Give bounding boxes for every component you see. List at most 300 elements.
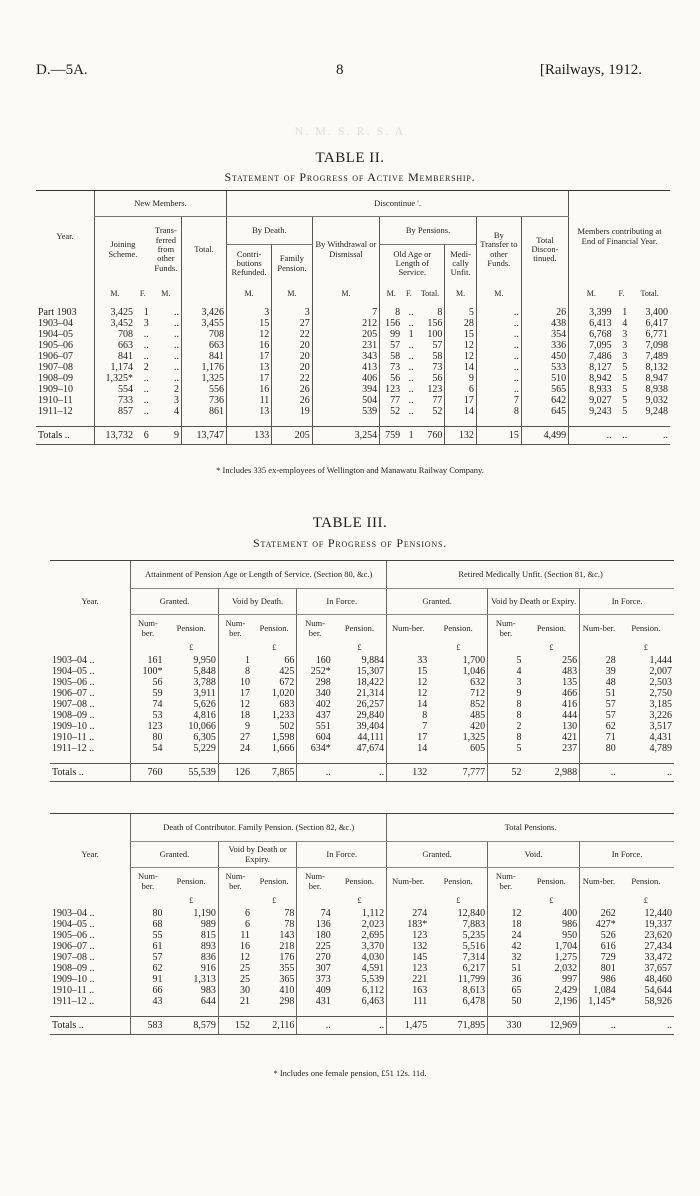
col-number: Num-ber. bbox=[580, 868, 618, 896]
table-cell: 17 bbox=[227, 373, 272, 384]
table-cell: 298 bbox=[297, 677, 333, 688]
unit-label: F. bbox=[405, 289, 412, 299]
table-cell: 52 bbox=[432, 405, 443, 417]
table-cell: 3 bbox=[622, 350, 628, 362]
table-cell: 27 bbox=[272, 318, 312, 329]
group-by-pensions: By Pensions. bbox=[380, 217, 477, 245]
table-cell: 10 bbox=[218, 677, 252, 688]
col-pension: Pension. bbox=[536, 876, 566, 887]
table-cell: 307 bbox=[297, 963, 333, 974]
table-cell: 59 bbox=[131, 688, 165, 699]
col-new-total: Total. bbox=[182, 217, 227, 283]
table-cell: 841 bbox=[94, 351, 134, 362]
table-cell: 7 bbox=[476, 395, 521, 406]
total-cell: 1,475 bbox=[387, 1017, 430, 1035]
table-cell: 6,112 bbox=[361, 984, 385, 996]
total-cell: .. bbox=[297, 1017, 333, 1035]
table-cell: 8,127 bbox=[569, 362, 614, 373]
table-cell: 1,325 bbox=[182, 373, 227, 384]
table-cell: 989 bbox=[200, 918, 216, 930]
table-cell: 605 bbox=[470, 742, 486, 754]
unit-label bbox=[182, 283, 227, 307]
table-cell: 1,174 bbox=[94, 362, 134, 373]
table-cell: 15 bbox=[387, 666, 430, 677]
total-cell: .. bbox=[333, 764, 387, 782]
table-cell: 836 bbox=[200, 951, 216, 963]
table-cell: 409 bbox=[297, 985, 333, 996]
table-cell: 1,313 bbox=[193, 973, 216, 985]
table3-footnote: * Includes one female pension, £51 12s. 11d. bbox=[273, 1068, 427, 1078]
col-number: Num-ber. bbox=[131, 868, 165, 896]
table-cell: 893 bbox=[200, 940, 216, 952]
row-year: 1909–10 .. bbox=[52, 973, 95, 985]
col-pension: Pension. bbox=[631, 623, 661, 634]
row-year: 1904–05 .. bbox=[52, 918, 95, 930]
units-row bbox=[36, 283, 670, 307]
table-cell: 17 bbox=[218, 688, 252, 699]
table-cell: 616 bbox=[580, 941, 618, 952]
table-cell: 42 bbox=[488, 941, 524, 952]
table-cell: 14 bbox=[387, 743, 430, 754]
table-row bbox=[50, 666, 674, 677]
table-cell: 402 bbox=[297, 699, 333, 710]
table-cell: 123 bbox=[387, 963, 430, 974]
table-cell: 986 bbox=[562, 918, 578, 930]
table-cell: 8 bbox=[488, 710, 524, 721]
unit-label: M. bbox=[312, 283, 379, 307]
pound-sign: £ bbox=[643, 643, 648, 653]
table-cell: 1,112 bbox=[361, 907, 385, 919]
col-transferred: Trans-ferred from other Funds. bbox=[154, 225, 178, 273]
table-cell: .. bbox=[143, 372, 149, 384]
table-cell: 7 bbox=[387, 721, 430, 732]
total-cell: 760 bbox=[131, 764, 165, 782]
table-cell: 17 bbox=[227, 351, 272, 362]
table-row bbox=[50, 699, 674, 710]
pound-sign: £ bbox=[357, 896, 362, 906]
table-cell: 18,422 bbox=[356, 676, 385, 688]
row-year: Part 1903 bbox=[38, 306, 77, 318]
table-cell: 78 bbox=[284, 907, 295, 919]
table-cell: 4 bbox=[174, 405, 180, 417]
table-cell: 3,185 bbox=[649, 698, 672, 710]
table-cell: 61 bbox=[131, 941, 165, 952]
unit-label: F. bbox=[618, 289, 625, 299]
table-cell: 5,626 bbox=[193, 698, 216, 710]
table-cell: 1,700 bbox=[462, 654, 486, 666]
table-cell: 554 bbox=[94, 384, 134, 395]
table-cell: 57 bbox=[131, 952, 165, 963]
table-cell: 4,789 bbox=[649, 742, 672, 754]
table-cell: .. bbox=[174, 317, 180, 329]
total-cell: 330 bbox=[488, 1017, 524, 1035]
table-row bbox=[50, 930, 674, 941]
table-cell: 231 bbox=[312, 340, 379, 351]
table-row bbox=[36, 329, 670, 340]
table-cell: 663 bbox=[94, 340, 134, 351]
table-cell: 56 bbox=[432, 372, 443, 384]
total-cell: .. bbox=[297, 764, 333, 782]
total-cell: .. bbox=[580, 764, 618, 782]
table2-active-membership bbox=[36, 190, 670, 445]
currency-row bbox=[50, 896, 674, 908]
pound-sign: £ bbox=[189, 896, 194, 906]
table-cell: 57 bbox=[432, 339, 443, 351]
table-row bbox=[36, 351, 670, 362]
table-cell: 12 bbox=[488, 908, 524, 919]
row-year: 1904–05 .. bbox=[52, 665, 95, 677]
pound-sign: £ bbox=[549, 643, 554, 653]
table-cell: 526 bbox=[580, 930, 618, 941]
table-cell: 65 bbox=[488, 985, 524, 996]
table-cell: 7,095 bbox=[569, 340, 614, 351]
table-cell: 6,217 bbox=[462, 962, 486, 974]
row-year: 1907–08 .. bbox=[52, 951, 95, 963]
table-cell: 21 bbox=[218, 996, 252, 1007]
table-cell: 801 bbox=[580, 963, 618, 974]
table-cell: 729 bbox=[580, 952, 618, 963]
table-cell: 416 bbox=[562, 698, 578, 710]
table-cell: 365 bbox=[279, 973, 295, 985]
table-cell: 180 bbox=[297, 930, 333, 941]
total-cell: 71,895 bbox=[429, 1017, 487, 1035]
table-cell: 11,799 bbox=[457, 973, 486, 985]
table-cell: 6 bbox=[445, 384, 476, 395]
table-cell: 861 bbox=[182, 406, 227, 417]
unit-label: Total. bbox=[420, 289, 440, 299]
table-cell: 145 bbox=[387, 952, 430, 963]
table-cell: 406 bbox=[312, 373, 379, 384]
table-cell: 91 bbox=[131, 974, 165, 985]
table-cell: 5 bbox=[488, 743, 524, 754]
table-cell: 11 bbox=[218, 930, 252, 941]
table-cell: 26 bbox=[272, 395, 312, 406]
table-cell: 54 bbox=[131, 743, 165, 754]
table-cell: 12 bbox=[445, 351, 476, 362]
table-cell: 1,275 bbox=[554, 951, 578, 963]
table-cell: 336 bbox=[521, 340, 568, 351]
group-header: Retired Medically Unfit. (Section 81, &c.) bbox=[387, 561, 674, 589]
row-year: 1907–08 bbox=[38, 361, 73, 373]
table-cell: 645 bbox=[521, 406, 568, 417]
table-cell: .. bbox=[408, 339, 414, 351]
col-number: Num-ber. bbox=[218, 615, 252, 643]
col-pension: Pension. bbox=[631, 876, 661, 887]
table-cell: 156 bbox=[427, 317, 443, 329]
table-cell: 26 bbox=[272, 384, 312, 395]
table-cell: 8 bbox=[387, 710, 430, 721]
table-cell: 6,417 bbox=[645, 317, 668, 329]
table-cell: 66 bbox=[284, 654, 295, 666]
table-cell: 8,933 bbox=[569, 384, 614, 395]
table-row bbox=[50, 743, 674, 754]
table-cell: 212 bbox=[312, 318, 379, 329]
table-cell: 56 bbox=[131, 677, 165, 688]
totals-label: Totals .. bbox=[50, 764, 131, 782]
col-family-pension: Family Pension. bbox=[272, 245, 312, 283]
table-cell: 9,027 bbox=[569, 395, 614, 406]
table-cell: 20 bbox=[272, 340, 312, 351]
row-year: 1904–05 bbox=[38, 328, 73, 340]
table-cell: 77 bbox=[380, 395, 402, 406]
table-cell: 8 bbox=[380, 307, 402, 318]
table-cell: 99 bbox=[380, 329, 402, 340]
table-cell: 394 bbox=[312, 384, 379, 395]
table-cell: 8,942 bbox=[569, 373, 614, 384]
table-cell: 78 bbox=[284, 918, 295, 930]
table-cell: 421 bbox=[562, 731, 578, 743]
table-cell: 2,023 bbox=[361, 918, 385, 930]
total-cell: 152 bbox=[218, 1017, 252, 1035]
group-header: Death of Contributor. Family Pension. (Section 82, &c.) bbox=[131, 814, 387, 842]
table-cell: 1 bbox=[622, 306, 628, 318]
total-cell: .. bbox=[614, 427, 630, 445]
row-year: 1911–12 bbox=[38, 405, 73, 417]
table-cell: 12 bbox=[445, 340, 476, 351]
row-year: 1905–06 .. bbox=[52, 676, 95, 688]
table-cell: 256 bbox=[562, 654, 578, 666]
table-cell: 3,517 bbox=[649, 720, 672, 732]
col-pension: Pension. bbox=[443, 876, 473, 887]
table-cell: 733 bbox=[94, 395, 134, 406]
page-number: 8 bbox=[336, 62, 344, 78]
table-row bbox=[36, 362, 670, 373]
table-row bbox=[50, 985, 674, 996]
table-cell: 485 bbox=[470, 709, 486, 721]
col-joining-scheme: Joining Scheme. bbox=[94, 217, 150, 283]
table-cell: 8,938 bbox=[645, 383, 668, 395]
table-cell: 663 bbox=[182, 340, 227, 351]
table-cell: 33,472 bbox=[644, 951, 672, 963]
table-cell: 176 bbox=[279, 951, 295, 963]
total-cell: 759 bbox=[380, 427, 402, 445]
table-cell: 50 bbox=[488, 996, 524, 1007]
pound-sign: £ bbox=[456, 643, 461, 653]
table-cell: 483 bbox=[562, 665, 578, 677]
group-header: Total Pensions. bbox=[387, 814, 674, 842]
table2-footnote: * Includes 335 ex-employees of Wellington and Manawatu Railway Company. bbox=[216, 465, 484, 475]
table-cell: 9,248 bbox=[645, 405, 668, 417]
table-row bbox=[36, 384, 670, 395]
table-cell: 420 bbox=[470, 720, 486, 732]
table-cell: 18 bbox=[218, 710, 252, 721]
table-cell: 24 bbox=[488, 930, 524, 941]
table-cell: .. bbox=[143, 405, 149, 417]
table-cell: 1,046 bbox=[462, 665, 486, 677]
table-cell: 20 bbox=[272, 351, 312, 362]
total-cell: .. bbox=[333, 1017, 387, 1035]
table-row bbox=[36, 406, 670, 417]
table-cell: 510 bbox=[521, 373, 568, 384]
table-cell: 6,478 bbox=[462, 995, 486, 1007]
total-cell: 4,499 bbox=[521, 427, 568, 445]
table-cell: 32 bbox=[488, 952, 524, 963]
table-row bbox=[50, 919, 674, 930]
table-cell: 4,591 bbox=[361, 962, 385, 974]
table3-section1 bbox=[50, 560, 674, 782]
table-cell: .. bbox=[476, 373, 521, 384]
faint-show-through-text: N. M. S. R. S. A bbox=[294, 124, 406, 138]
table-cell: 10,066 bbox=[188, 720, 216, 732]
table-cell: 15,307 bbox=[356, 665, 385, 677]
total-cell: 133 bbox=[227, 427, 272, 445]
row-year: 1903–04 .. bbox=[52, 907, 95, 919]
subgroup-header: Void by Death. bbox=[218, 589, 297, 615]
table-cell: 815 bbox=[200, 929, 216, 941]
col-pension: Pension. bbox=[259, 876, 289, 887]
row-year: 1908–09 .. bbox=[52, 962, 95, 974]
table3-subtitle: Statement of Progress of Pensions. bbox=[252, 536, 448, 550]
col-pension: Pension. bbox=[443, 623, 473, 634]
table-cell: 252* bbox=[297, 666, 333, 677]
table-cell: 68 bbox=[131, 919, 165, 930]
table-cell: 52 bbox=[380, 406, 402, 417]
group-new-members: New Members. bbox=[94, 191, 226, 217]
table-cell: 7,098 bbox=[645, 339, 668, 351]
unit-label: M. bbox=[94, 283, 134, 307]
table-cell: 8,132 bbox=[645, 361, 668, 373]
total-cell: 7,777 bbox=[429, 764, 487, 782]
table-cell: 26,257 bbox=[356, 698, 385, 710]
table-cell: 28 bbox=[580, 655, 618, 666]
table-cell: 44,111 bbox=[357, 731, 385, 743]
row-year: 1910–11 .. bbox=[52, 984, 95, 996]
table-cell: 3 bbox=[272, 307, 312, 318]
table-row bbox=[36, 373, 670, 384]
table-cell: 237 bbox=[562, 742, 578, 754]
table-row bbox=[36, 340, 670, 351]
table-cell: .. bbox=[476, 318, 521, 329]
row-year: 1905–06 .. bbox=[52, 929, 95, 941]
table-cell: 355 bbox=[279, 962, 295, 974]
total-cell: 1 bbox=[402, 427, 415, 445]
table-cell: 37,657 bbox=[644, 962, 672, 974]
subgroup-header: Void by Death or Expiry. bbox=[218, 842, 297, 868]
table-cell: 123 bbox=[131, 721, 165, 732]
table-cell: 62 bbox=[580, 721, 618, 732]
table-cell: 123 bbox=[387, 930, 430, 941]
table-cell: 986 bbox=[580, 974, 618, 985]
table-row bbox=[50, 974, 674, 985]
table-cell: 634* bbox=[297, 743, 333, 754]
table-cell: 466 bbox=[562, 687, 578, 699]
table-row bbox=[50, 732, 674, 743]
table-cell: 24 bbox=[218, 743, 252, 754]
table-cell: 73 bbox=[432, 361, 443, 373]
table-cell: 6,768 bbox=[569, 329, 614, 340]
table-cell: 47,674 bbox=[356, 742, 385, 754]
table-cell: .. bbox=[143, 339, 149, 351]
table-cell: 160 bbox=[297, 655, 333, 666]
group-by-death: By Death. bbox=[227, 217, 313, 245]
table-cell: 21,314 bbox=[356, 687, 385, 699]
total-cell: 126 bbox=[218, 764, 252, 782]
table-cell: 1,145* bbox=[580, 996, 618, 1007]
col-medically-unfit: Medi-cally Unfit. bbox=[445, 245, 476, 283]
table-cell: 218 bbox=[279, 940, 295, 952]
col-number: Num-ber. bbox=[488, 868, 524, 896]
table-cell: 80 bbox=[580, 743, 618, 754]
table-cell: 8 bbox=[218, 666, 252, 677]
table-cell: 2 bbox=[488, 721, 524, 732]
table-cell: 997 bbox=[562, 973, 578, 985]
total-cell: 583 bbox=[131, 1017, 165, 1035]
table-cell: .. bbox=[408, 350, 414, 362]
col-withdrawal: By Withdrawal or Dismissal bbox=[312, 217, 379, 283]
table-cell: 12 bbox=[387, 677, 430, 688]
col-by-transfer: By Transfer to other Funds. bbox=[476, 217, 521, 283]
table-cell: 841 bbox=[182, 351, 227, 362]
table-cell: 1,233 bbox=[271, 709, 295, 721]
table-cell: 27,434 bbox=[644, 940, 672, 952]
col-pension: Pension. bbox=[176, 623, 206, 634]
running-title: [Railways, 1912. bbox=[539, 62, 642, 78]
table-cell: 22 bbox=[272, 329, 312, 340]
total-cell: 9 bbox=[151, 427, 182, 445]
table-cell: 3,452 bbox=[94, 318, 134, 329]
table-cell: 672 bbox=[279, 676, 295, 688]
col-number: Num-ber. bbox=[580, 615, 618, 643]
pound-sign: £ bbox=[643, 896, 648, 906]
table-cell: .. bbox=[174, 361, 180, 373]
table-cell: 4 bbox=[622, 317, 628, 329]
col-pension: Pension. bbox=[536, 623, 566, 634]
table-cell: 1,704 bbox=[554, 940, 578, 952]
table2-title: TABLE II. bbox=[315, 150, 385, 166]
table3-section2 bbox=[50, 813, 674, 1035]
unit-label: M. bbox=[227, 283, 272, 307]
table-cell: 4,431 bbox=[649, 731, 672, 743]
row-year: 1906–07 .. bbox=[52, 687, 95, 699]
unit-label bbox=[521, 283, 568, 307]
table-cell: .. bbox=[143, 328, 149, 340]
currency-row bbox=[50, 643, 674, 655]
table-cell: 15 bbox=[445, 329, 476, 340]
table-cell: 14 bbox=[445, 406, 476, 417]
total-cell: 15 bbox=[476, 427, 521, 445]
table-cell: 3,370 bbox=[361, 940, 385, 952]
table-cell: 57 bbox=[380, 340, 402, 351]
total-cell: 205 bbox=[272, 427, 312, 445]
table-cell: .. bbox=[174, 350, 180, 362]
total-cell: 8,579 bbox=[164, 1017, 218, 1035]
table-cell: 2 bbox=[174, 383, 180, 395]
table-cell: 1,190 bbox=[193, 907, 216, 919]
total-cell: 55,539 bbox=[164, 764, 218, 782]
col-number: Num-ber. bbox=[218, 868, 252, 896]
unit-label: Total. bbox=[640, 289, 659, 299]
subgroup-header: In Force. bbox=[297, 589, 387, 615]
col-pension: Pension. bbox=[176, 876, 206, 887]
table-cell: 5,235 bbox=[462, 929, 486, 941]
table-cell: 136 bbox=[297, 919, 333, 930]
table-cell: 6 bbox=[218, 919, 252, 930]
table-cell: .. bbox=[408, 372, 414, 384]
table-cell: 111 bbox=[387, 996, 430, 1007]
table-cell: 604 bbox=[297, 732, 333, 743]
table-cell: 3 bbox=[622, 328, 628, 340]
table-cell: 274 bbox=[387, 908, 430, 919]
table-cell: .. bbox=[408, 306, 414, 318]
table-cell: 135 bbox=[562, 676, 578, 688]
table-cell: 17 bbox=[445, 395, 476, 406]
table-cell: 400 bbox=[562, 907, 578, 919]
table-cell: 18 bbox=[488, 919, 524, 930]
table-cell: .. bbox=[408, 394, 414, 406]
table-row bbox=[36, 307, 670, 318]
row-year: 1909–10 bbox=[38, 383, 73, 395]
total-cell: 132 bbox=[387, 764, 430, 782]
